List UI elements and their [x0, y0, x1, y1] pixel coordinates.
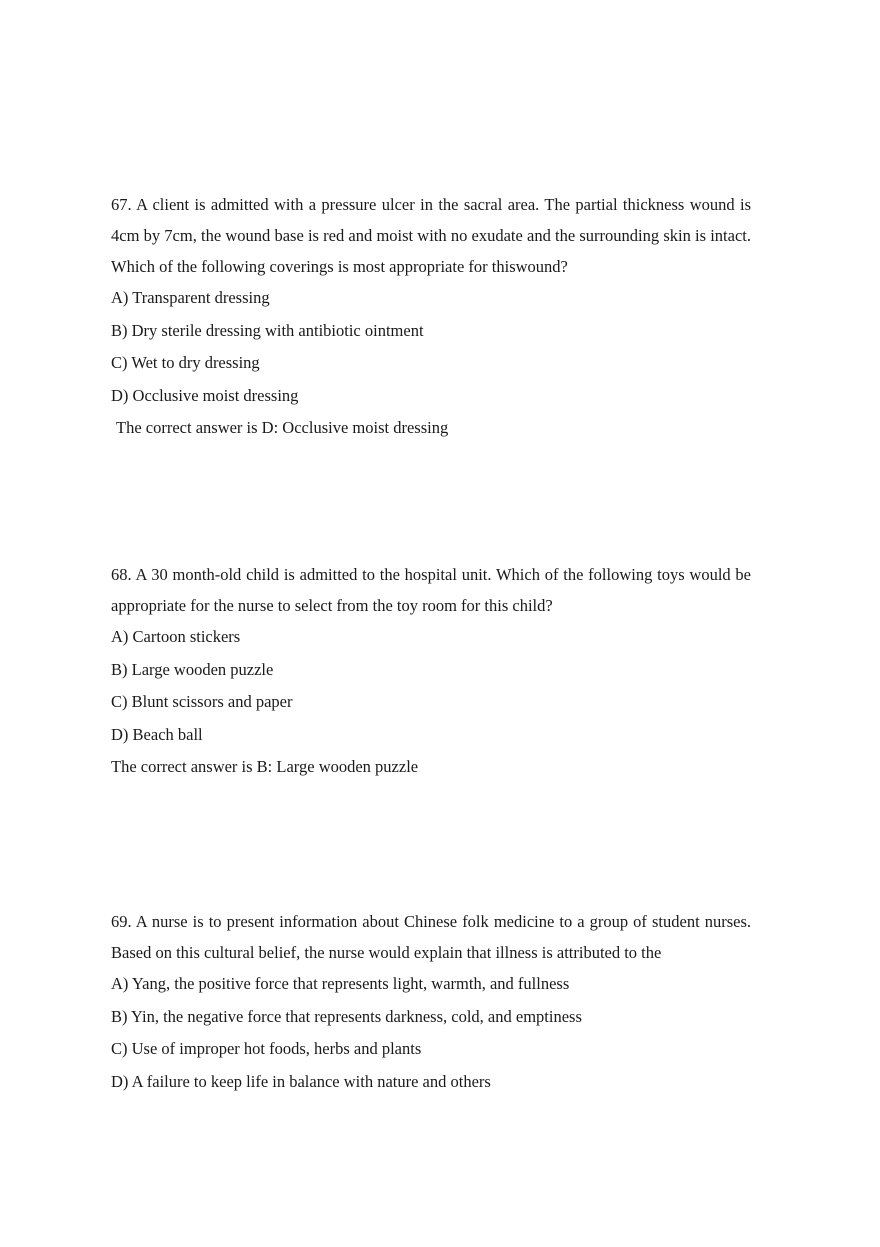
option-a: A) Yang, the positive force that represents light, warmth, and fullness: [111, 974, 570, 993]
question-69: [111, 906, 751, 1098]
option-d: D) A failure to keep life in balance with nature and others: [111, 1071, 491, 1091]
option-d: D) Occlusive moist dressing: [111, 385, 299, 405]
option-c: C) Use of improper hot foods, herbs and plants: [111, 1039, 422, 1058]
option-b: B) Dry sterile dressing with antibiotic ointment: [111, 320, 424, 340]
option-b: B) Large wooden puzzle: [111, 659, 274, 679]
question-stem: 67. A client is admitted with a pressure ulcer in the sacral area. The partial thickness wound is 4cm by 7cm, the wound base is red and moist with no exudate and the surrounding skin is intact. Which of the following coverings is most appropriate for thiswound?: [111, 195, 751, 276]
question-stem: 69. A nurse is to present information about Chinese folk medicine to a group of student nurses. Based on this cultural belief, the nurse would explain that illness is attributed to the: [111, 912, 751, 962]
answer-options: [111, 968, 751, 1098]
question-67: [111, 189, 751, 445]
correct-answer: The correct answer is D: Occlusive moist dressing: [116, 418, 449, 437]
correct-answer: The correct answer is B: Large wooden puzzle: [111, 757, 419, 776]
option-a: A) Cartoon stickers: [111, 627, 241, 646]
answer-options: [111, 621, 751, 751]
answer-options: [111, 282, 751, 412]
option-b: B) Yin, the negative force that represents darkness, cold, and emptiness: [111, 1006, 582, 1026]
option-d: D) Beach ball: [111, 724, 203, 744]
question-stem: 68. A 30 month-old child is admitted to the hospital unit. Which of the following toys would be appropriate for the nurse to select from the toy room for this child?: [111, 565, 751, 615]
option-c: C) Blunt scissors and paper: [111, 692, 293, 711]
option-c: C) Wet to dry dressing: [111, 353, 260, 372]
option-a: A) Transparent dressing: [111, 288, 270, 307]
question-68: [111, 559, 751, 784]
